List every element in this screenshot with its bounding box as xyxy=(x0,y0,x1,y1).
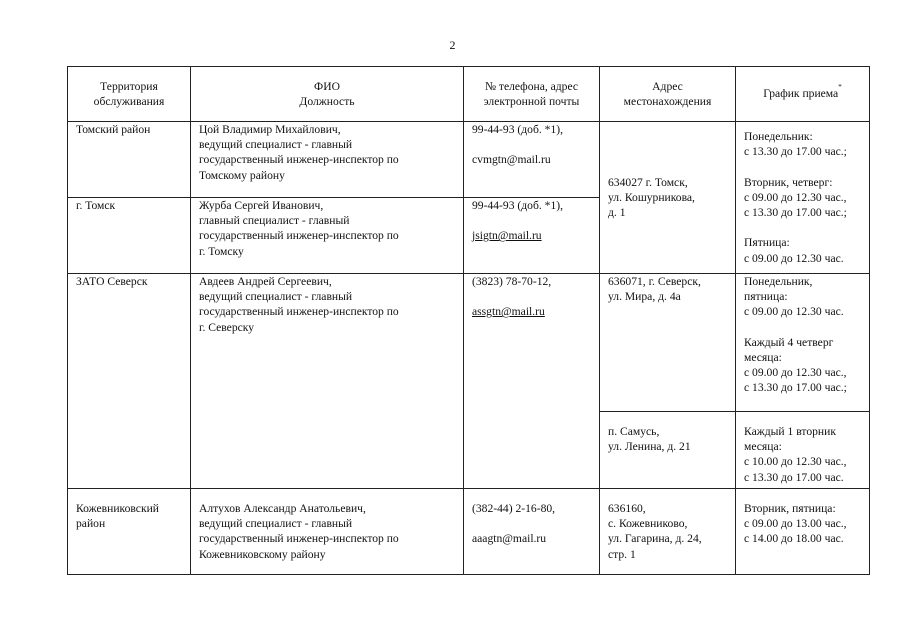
schedule-tue-thu: Вторник, четверг: с 09.00 до 12.30 час., с 13.30 до 17.00 час.; xyxy=(744,175,847,220)
email-link[interactable]: assgtn@mail.ru xyxy=(472,305,545,319)
schedule-cell: Каждый 1 вторник месяца: с 10.00 до 12.30 час., с 13.30 до 17.00 час. xyxy=(736,412,870,489)
footnote-mark: * xyxy=(838,83,842,92)
contacts-cell xyxy=(464,122,600,198)
header-address: Адрес местонахождения xyxy=(600,67,736,122)
schedule-cell xyxy=(736,122,870,274)
territory-cell: Томский район xyxy=(68,122,191,198)
schedule-mon-fri: Понедельник, пятница: с 09.00 до 12.30 час. xyxy=(744,275,844,319)
header-territory: Территория обслуживания xyxy=(68,67,191,122)
inspectors-table xyxy=(67,66,870,575)
schedule-friday: Пятница: с 09.00 до 12.30 час. xyxy=(744,236,844,265)
phone-text: 99-44-93 (доб. *1), xyxy=(472,199,564,212)
email-link[interactable]: jsigtn@mail.ru xyxy=(472,229,542,243)
email-link[interactable]: aaagtn@mail.ru xyxy=(472,532,547,546)
phone-text: (3823) 78-70-12, xyxy=(472,275,552,288)
phone-text: (382-44) 2-16-80, xyxy=(472,502,556,515)
table-header-row xyxy=(68,67,870,122)
header-schedule xyxy=(736,67,870,122)
territory-cell: ЗАТО Северск xyxy=(68,274,191,489)
table-row xyxy=(68,122,870,198)
phone-text: 99-44-93 (доб. *1), xyxy=(472,123,564,136)
contacts-cell xyxy=(464,274,600,489)
person-cell: Авдеев Андрей Сергеевич, ведущий специалист - главный государственный инженер-инспектор по г. Северску xyxy=(191,274,464,489)
page-number: 2 xyxy=(449,38,456,52)
address-cell: 636160, с. Кожевниково, ул. Гагарина, д. 24, стр. 1 xyxy=(600,489,736,575)
table-row xyxy=(68,489,870,575)
header-contacts: № телефона, адрес электронной почты xyxy=(464,67,600,122)
address-cell: 636071, г. Северск, ул. Мира, д. 4а xyxy=(600,274,736,412)
person-cell: Алтухов Александр Анатольевич, ведущий специалист - главный государственный инженер-инспектор по Кожевниковскому району xyxy=(191,489,464,575)
address-cell: 634027 г. Томск, ул. Кошурникова, д. 1 xyxy=(600,122,736,274)
territory-cell: Кожевниковский район xyxy=(68,489,191,575)
table-row xyxy=(68,274,870,412)
schedule-cell: Вторник, пятница: с 09.00 до 13.00 час., с 14.00 до 18.00 час. xyxy=(736,489,870,575)
person-cell: Журба Сергей Иванович, главный специалист - главный государственный инженер-инспектор по г. Томску xyxy=(191,198,464,274)
schedule-cell xyxy=(736,274,870,412)
header-name-position: ФИО Должность xyxy=(191,67,464,122)
contacts-cell xyxy=(464,198,600,274)
person-cell: Цой Владимир Михайлович, ведущий специалист - главный государственный инженер-инспектор по Томскому району xyxy=(191,122,464,198)
territory-cell: г. Томск xyxy=(68,198,191,274)
header-schedule-label: График приема xyxy=(763,87,839,101)
address-cell: п. Самусь, ул. Ленина, д. 21 xyxy=(600,412,736,489)
schedule-monday: Понедельник: с 13.30 до 17.00 час.; xyxy=(744,130,847,159)
contacts-cell xyxy=(464,489,600,575)
email-link[interactable]: cvmgtn@mail.ru xyxy=(472,153,551,167)
schedule-4th-thursday: Каждый 4 четверг месяца: с 09.00 до 12.30 час., с 13.30 до 17.00 час.; xyxy=(744,335,847,395)
